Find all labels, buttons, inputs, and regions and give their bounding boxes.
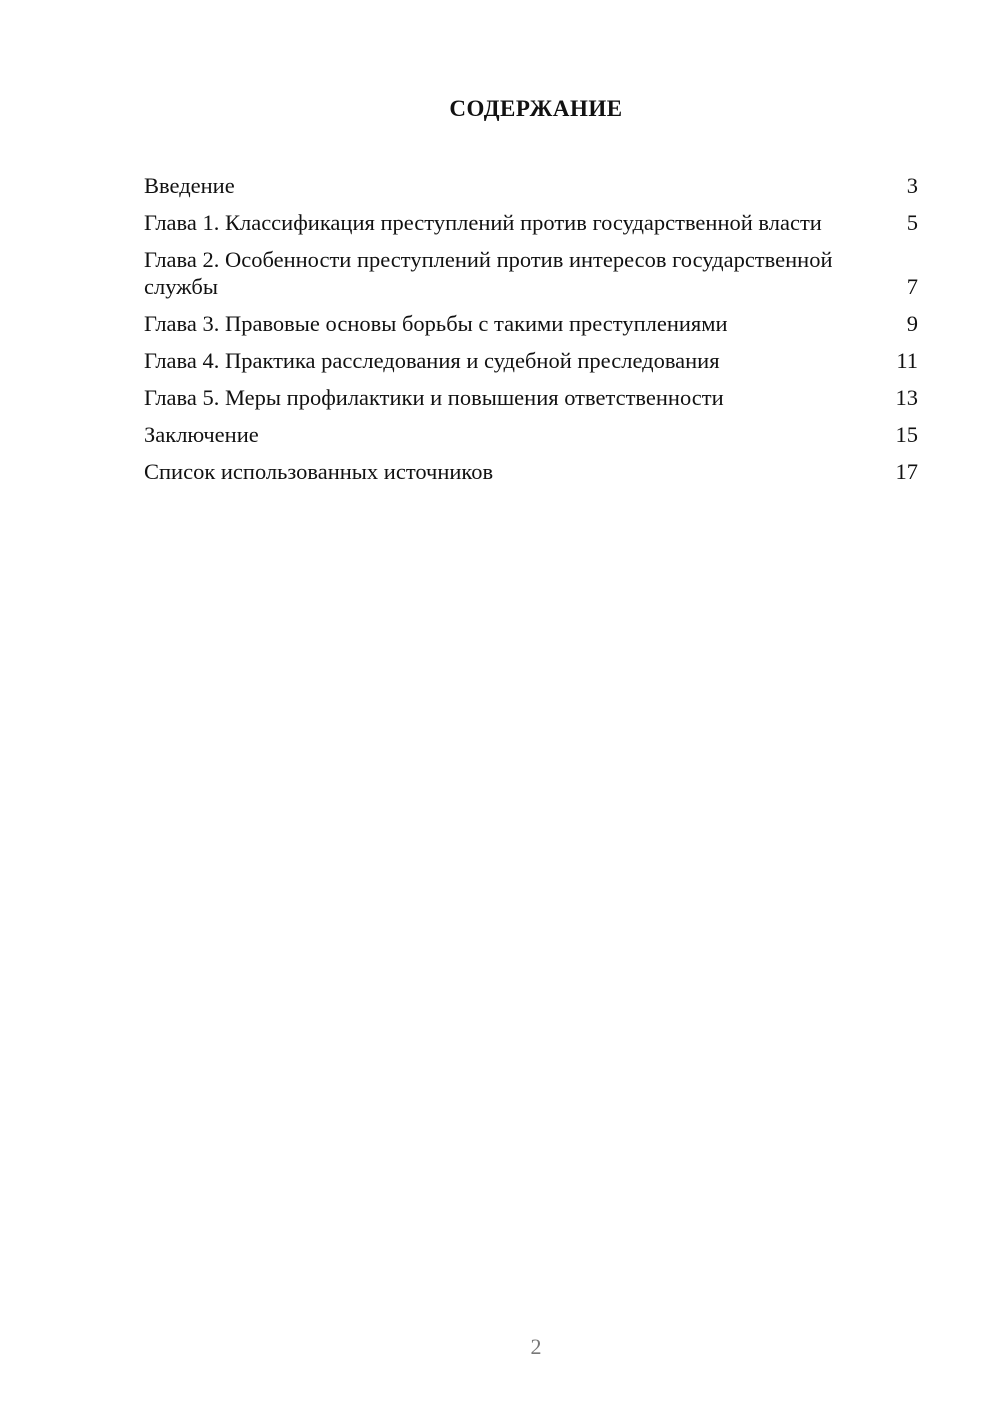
toc-entry-page: 13 [895,385,918,410]
toc-entry-chapter-2[interactable] [144,246,920,300]
toc-entry-page: 17 [895,459,918,484]
toc-entry-chapter-1[interactable] [144,209,920,236]
toc-entry-page: 11 [896,348,918,373]
toc-entry-title: Глава 4. Практика расследования и судебной преследования [144,348,720,373]
toc-entry-title: Глава 1. Классификация преступлений против государственной власти [144,210,822,235]
toc-entry-page: 15 [895,422,918,447]
toc-entry-introduction[interactable] [144,172,920,199]
toc-entry-page: 7 [906,274,918,299]
toc-entry-page: 9 [906,311,918,336]
toc-entry-references[interactable] [144,458,920,485]
toc-entry-page: 5 [906,210,918,235]
toc-entry-title: Введение [144,173,235,198]
toc-entry-title: Глава 5. Меры профилактики и повышения ответственности [144,385,724,410]
toc-entry-conclusion[interactable] [144,421,920,448]
toc-entry-title: Список использованных источников [144,459,494,484]
page-number: 2 [530,1334,542,1359]
toc-entry-chapter-3[interactable] [144,310,920,337]
toc-entry-page: 3 [906,173,918,198]
toc-entry-chapter-5[interactable] [144,384,920,411]
toc-entry-title: Заключение [144,422,259,447]
toc-entry-chapter-4[interactable] [144,347,920,374]
page-title: СОДЕРЖАНИЕ [449,96,623,121]
toc-entry-title: Глава 3. Правовые основы борьбы с такими преступлениями [144,311,728,336]
toc-entry-title: Глава 2. Особенности преступлений против интересов государственной службы [144,247,833,299]
table-of-contents [144,172,920,495]
